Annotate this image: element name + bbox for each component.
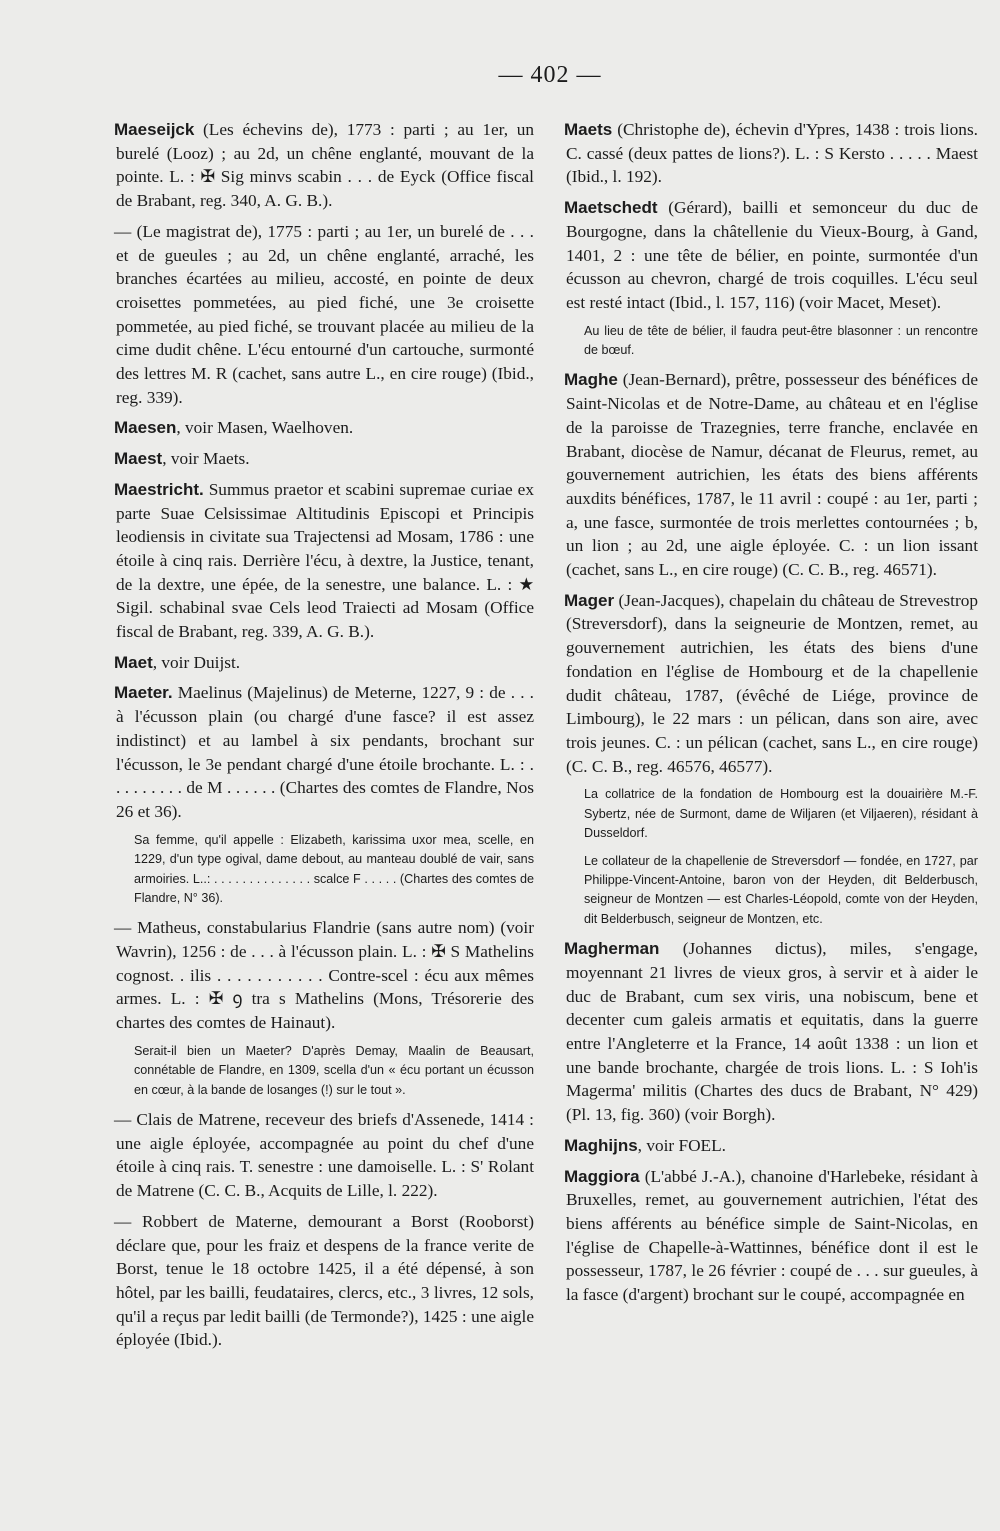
headword: Maets bbox=[564, 120, 613, 139]
entry-text: Maelinus (Majelinus) de Meterne, 1227, 9 : de . . . à l'écusson plain (ou chargé d'une fasce? il est assez indistinct) et au lambel à six pendants, brochant sur l'écusson, le 3e pendant chargé d'une étoile brochante. L. : . . . . . . . . . de M . . . . . . (Chartes des comtes de Flandre, Nos 26 et 36). bbox=[116, 683, 534, 821]
note-collatrice: La collatrice de la fondation de Hombourg est la douairière M.-F. Sybertz, née de Surmont, dame de Wiljaren (et Viljaeren), résidant à Dusseldorf. bbox=[584, 787, 978, 841]
note-maeter-wife: Sa femme, qu'il appelle : Elizabeth, karissima uxor mea, scelle, en 1229, d'un type ogival, dame debout, au manteau doublé de vair, sans armoiries. L..: . . . . . . . . . . . . . . scalce F . . . . . (Chartes des comtes de Flandre, N° 36). bbox=[134, 832, 534, 905]
entry-text: (L'abbé J.-A.), chanoine d'Harlebeke, résidant à Bruxelles, remet, au gouvernement autrichien, l'état des biens afférents au bénéfice simple de Saint-Nicolas, en l'église de Chapelle-à-Wattinnes, bénéfice dont il est le possesseur, 1787, le 26 février : coupé de . . . sur gueules, à la fasce (d'argent) brochant sur le coupé, accompagnée en bbox=[566, 1166, 978, 1305]
headword: Maest bbox=[114, 449, 163, 469]
entry-maeseijck-magistrat bbox=[116, 220, 534, 410]
entry-text: (Gérard), bailli et semonceur du duc de Bourgogne, dans la châtellenie du Vieux-Bourg, à Gand, 1401, 2 : une tête de bélier, en pointe, surmontée d'un écusson au chevron, chargé de trois coquilles. L'écu seul est resté intact (Ibid., l. 157, 116) (voir Macet, Meset). bbox=[566, 198, 978, 312]
entry-maest bbox=[116, 447, 534, 471]
entry-text: (Jean-Bernard), prêtre, possesseur des bénéfices de Saint-Nicolas et de Notre-Dame, au château et en l'église de la paroisse de Trazegnies, terre franche, enclavée en Brabant, diocèse de Namur, décanat de Fleurus, remet, au gouvernement autrichien, les états des biens afférents auxdits bénéfices, 1787, le 11 avril : coupé : au 1er, parti ; a, une fasce, surmontée de trois merlettes contournées ; b, un lion ; au 2d, une aigle éployée. C. : un lion issant (cachet, sans L., en cire rouge) (C. C. B., reg. 46571). bbox=[566, 370, 978, 580]
entry-maghijns bbox=[566, 1134, 978, 1158]
entry-clais-de-matrene bbox=[116, 1108, 534, 1203]
entry-maeseijck bbox=[116, 118, 534, 213]
entry-magherman bbox=[566, 937, 978, 1127]
entry-maestricht bbox=[116, 478, 534, 644]
headword: Maetschedt bbox=[564, 198, 658, 218]
entry-text: (Johannes dictus), miles, s'engage, moyennant 21 livres de vieux gros, à servir et à aider le duc de Brabant, cum sex viris, una nobiscum, bene et decenter cum galeis armatis et equitatis, dans la guerre entre l'Angleterre et la France, 14 août 1338 : un lion et une bande brochante, chargée de trois lions. L. : S Ioh'is Magerma' militis (Chartes des ducs de Brabant, N° 429) (Pl. 13, fig. 360) (voir Borgh). bbox=[566, 939, 978, 1125]
page-number: — 402 — bbox=[498, 62, 602, 88]
note-demay: Serait-il bien un Maeter? D'après Demay, Maalin de Beausart, connétable de Flandre, en 1309, scella d'un « écu portant un écusson en cœur, à la bande de losanges (!) sur le tout ». bbox=[134, 1043, 534, 1097]
headword: Maggiora bbox=[564, 1166, 640, 1186]
entry-robbert-de-materne bbox=[116, 1210, 534, 1352]
entry-maghe bbox=[566, 368, 978, 581]
headword: Maestricht. bbox=[114, 479, 204, 499]
entry-matheus bbox=[116, 916, 534, 1035]
entry-text: , voir Maets. bbox=[162, 449, 250, 469]
headword: Maesen bbox=[114, 418, 177, 438]
entry-text: (Christophe de), échevin d'Ypres, 1438 : trois lions. C. cassé (deux pattes de lions?). L. : S Kersto . . . . . Maest (Ibid., l. 192). bbox=[566, 120, 978, 187]
entry-maesen bbox=[116, 416, 534, 440]
note-belier: Au lieu de tête de bélier, il faudra peut-être blasonner : un rencontre de bœuf. bbox=[584, 323, 978, 358]
entry-text: — (Le magistrat de), 1775 : parti ; au 1er, un burelé de . . . et de gueules ; au 2d, un chêne englanté, arraché, les branches écartées au milieu, accosté, en pointe de deux croisettes pommetées, au pied fiché, une 3e croisette pommetée, au pied fiché, se trouvant placée au milieu de la cime dudit chêne. L'écu entourné d'un cartouche, surmonté des lettres M. R (cachet, sans autre L., en cire rouge) (Ibid., reg. 339). bbox=[114, 221, 534, 407]
headword: Maghe bbox=[564, 370, 618, 390]
entry-maets bbox=[566, 118, 978, 189]
entry-text: — Robbert de Materne, demourant a Borst (Rooborst) déclare que, pour les fraiz et despens de la france verite de Borst, tenue le 18 octobre 1425, il a été dépensé, à son hôtel, par les bailli, feudataires, clercs, etc., 3 livres, 12 sols, qu'il a reçus par ledit bailli (de Termonde?), 1425 : une aigle éployée (Ibid.). bbox=[114, 1211, 534, 1350]
entry-mager bbox=[566, 589, 978, 779]
note-collateur: Le collateur de la chapellenie de Streversdorf — fondée, en 1727, par Philippe-Vincent-Antoine, baron von der Heyden, dit Belderbusch, seigneur de Montzen — est Charles-Léopold, comte von der Heyden, dit Belderbusch, seigneur de Montzen, etc. bbox=[584, 853, 978, 926]
entry-text: , voir Masen, Waelhoven. bbox=[176, 418, 354, 438]
entry-text: — Clais de Matrene, receveur des briefs d'Assenede, 1414 : une aigle éployée, accompagnée au point du chef d'une étoile à cinq rais. T. senestre : une damoiselle. L. : S' Rolant de Matrene (C. C. B., Acquits de Lille, l. 222). bbox=[114, 1110, 534, 1201]
right-column bbox=[566, 118, 978, 1314]
entry-text: , voir Duijst. bbox=[152, 652, 241, 672]
entry-text: (Les échevins de), 1773 : parti ; au 1er, un burelé (Looz) ; au 2d, un chêne englanté, mouvant de la pointe. L. : ✠ Sig minvs scabin . . . de Eyck (Office fiscal de Brabant, reg. 340, A. G. B.). bbox=[116, 120, 534, 211]
left-column bbox=[116, 118, 534, 1359]
headword: Maeter. bbox=[114, 683, 173, 703]
headword: Maet bbox=[114, 652, 153, 672]
entry-maetschedt bbox=[566, 196, 978, 315]
headword: Maeseijck bbox=[114, 120, 195, 139]
entry-text: — Matheus, constabularius Flandrie (sans autre nom) (voir Wavrin), 1256 : de . . . à l'écusson plain. L. : ✠ S Mathelins cognost. . ilis . . . . . . . . . . . Contre-scel : écu aux mêmes armes. L. : ✠ ꝯ tra s Mathelins (Mons, Trésorerie des chartes des comtes de Hainaut). bbox=[114, 918, 534, 1033]
headword: Magherman bbox=[564, 939, 660, 959]
entry-text: , voir FOEL. bbox=[637, 1135, 726, 1155]
entry-maeter bbox=[116, 681, 534, 823]
headword: Mager bbox=[564, 590, 615, 610]
entry-text: Summus praetor et scabini supremae curiae ex parte Suae Celsissimae Altitudinis Episcopi et Principis leodiensis in civitate sua Trajectensi ad Mosam, 1786 : une étoile à cinq rais. Derrière l'écu, à dextre, la Justice, tenant, de la dextre, une épée, de la senestre, une balance. L. : ★ Sigil. schabinal svae Cels leod Traiecti ad Mosam (Office fiscal de Brabant, reg. 339, A. G. B.). bbox=[116, 479, 534, 642]
entry-maggiora bbox=[566, 1165, 978, 1307]
entry-maet bbox=[116, 651, 534, 675]
headword: Maghijns bbox=[564, 1135, 638, 1155]
entry-text: (Jean-Jacques), chapelain du château de Strevestrop (Streversdorf), dans la seigneurie de Montzen, remet, au gouvernement autrichien, les états des biens d'une fondation en l'église de Hombourg et de la chapellenie dudit château, 1787, (évêché de Liége, province de Limbourg), le 22 mars : un pélican, dans son aire, avec trois jeunes. C. : un pélican (cachet, sans L., en cire rouge) (C. C. B., reg. 46576, 46577). bbox=[566, 590, 978, 776]
